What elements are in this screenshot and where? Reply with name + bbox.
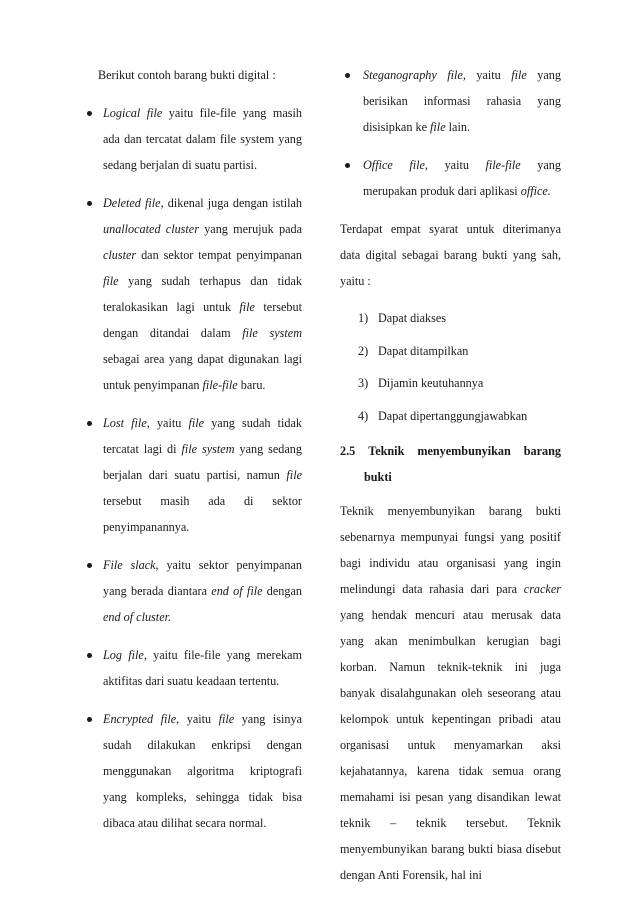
left-column — [90, 62, 302, 848]
intro-text: Berikut contoh barang bukti digital : — [98, 68, 276, 82]
requirement-item: 1) Dapat diakses — [358, 311, 447, 325]
list-item-lost-file: Lost file, yaitu file yang sudah tidak tercatat lagi di file system yang sedang berjalan dari suatu partisi, namun file tersebut masih ada di sektor penyimpanannya. — [90, 410, 302, 540]
list-item-deleted-file: Deleted file, dikenal juga dengan istilah unallocated cluster yang merujuk pada cluster dan sektor tempat penyimpanan file yang sudah terhapus dan tidak teralokasikan lagi untuk file tersebut dengan ditandai dalam file system sebagai area yang dapat digunakan lagi untuk penyimpanan file-file baru. — [90, 190, 302, 398]
list-item-log-file: Log file, yaitu file-file yang merekam aktifitas dari suatu keadaan tertentu. — [90, 642, 302, 694]
section-paragraph: Teknik menyembunyikan barang bukti sebenarnya mempunyai fungsi yang positif bagi individu atau organisasi yang ingin melindungi data rahasia dari para cracker yang hendak mencuri atau merusak data yang akan menimbulkan kerugian bagi korban. Namun teknik-teknik ini juga banyak disalahgunakan oleh seseorang atau kelompok untuk kepentingan pribadi atau organisasi untuk menyamarkan aksi kejahatannya, karena tidak semua orang memahami isi pesan yang disandikan lewat teknik – teknik tersebut. Teknik menyembunyikan barang bukti biasa disebut dengan Anti Forensik, hal ini — [340, 504, 561, 882]
list-item-file-slack: File slack, yaitu sektor penyimpanan yang berada diantara end of file dengan end of cluster. — [90, 552, 302, 630]
requirements-list — [340, 302, 561, 432]
right-column — [340, 62, 561, 888]
evidence-list — [90, 100, 302, 836]
section-number: 2.5 — [340, 444, 356, 458]
evidence-list-continued — [340, 62, 561, 204]
section-heading: 2.5 Teknik menyembunyikan barang bukti — [340, 438, 561, 490]
list-item-steganography-file: Steganography file, yaitu file yang berisikan informasi rahasia yang disisipkan ke file lain. — [340, 62, 561, 140]
list-item-logical-file: Logical file yaitu file-file yang masih ada dan tercatat dalam file system yang sedang berjalan di suatu partisi. — [90, 100, 302, 178]
list-item-encrypted-file: Encrypted file, yaitu file yang isinya sudah dilakukan enkripsi dengan menggunakan algoritma kriptografi yang kompleks, sehingga tidak bisa dibaca atau dilihat secara normal. — [90, 706, 302, 836]
requirement-item: 3) Dijamin keutuhannya — [358, 376, 484, 390]
requirements-intro: Terdapat empat syarat untuk diterimanya data digital sebagai barang bukti yang sah, yaitu : — [340, 222, 561, 288]
requirement-item: 2) Dapat ditampilkan — [358, 343, 469, 358]
requirement-item: 4) Dapat dipertanggungjawabkan — [358, 408, 528, 423]
list-item-office-file: Office file, yaitu file-file yang merupakan produk dari aplikasi office. — [340, 152, 561, 204]
